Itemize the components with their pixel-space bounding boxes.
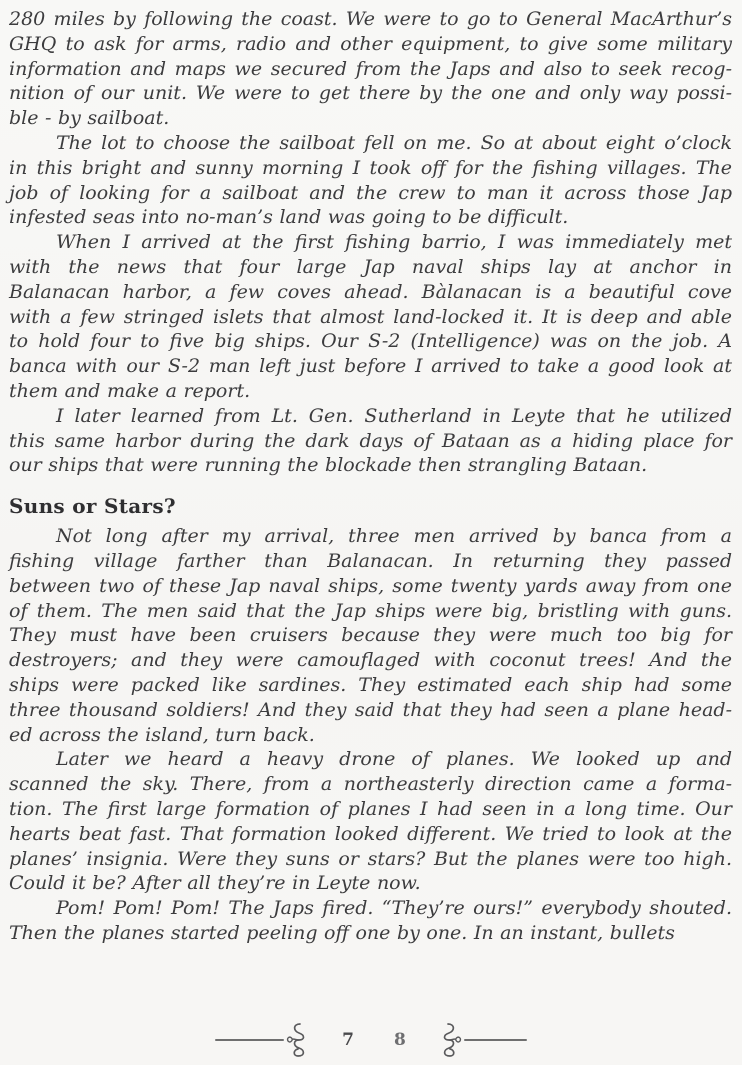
text-line: fishing village farther than Balanacan. In returning they passed: [9, 549, 732, 572]
text-line: with a few stringed islets that almost land-locked it. It is deep and able: [9, 305, 732, 328]
text-line: information and maps we secured from the Japs and also to seek recog-: [9, 57, 732, 80]
text-line: of them. The men said that the Jap ships were big, bristling with guns.: [9, 599, 732, 622]
text-line: three thousand soldiers! And they said that they had seen a plane head-: [9, 698, 732, 721]
text-line: between two of these Jap naval ships, some twenty yards away from one: [9, 574, 732, 597]
text-line: infested seas into no-man’s land was going to be difficult.: [9, 206, 569, 229]
text-line: Balanacan harbor, a few coves ahead. Bàlanacan is a beautiful cove: [9, 280, 732, 303]
page-number-digit-right: 8: [394, 1030, 406, 1050]
text-line: this same harbor during the dark days of Bataan as a hiding place for: [9, 429, 732, 452]
text-line: scanned the sky. There, from a northeasterly direction came a forma-: [9, 773, 732, 796]
paragraph: [9, 404, 732, 478]
footer-rule-right: [464, 1039, 527, 1041]
paragraph: [9, 747, 732, 896]
footer-rule-left: [215, 1039, 284, 1041]
text-line: ed across the island, turn back.: [9, 723, 315, 746]
text-line: tion. The first large formation of planes I had seen in a long time. Our: [9, 797, 732, 820]
paragraph: [9, 7, 732, 131]
paragraph: [9, 896, 732, 946]
text-line: When I arrived at the first fishing barrio, I was immediately met: [56, 231, 732, 254]
text-line: with the news that four large Jap naval ships lay at anchor in: [9, 255, 732, 278]
flourish-icon: [286, 1021, 312, 1059]
text-line: ships were packed like sardines. They estimated each ship had some: [9, 673, 732, 696]
text-line: Then the planes started peeling off one by one. In an instant, bullets: [9, 921, 675, 944]
paragraph: [9, 524, 732, 747]
page-number-digit-left: 7: [342, 1030, 354, 1050]
text-line: them and make a report.: [9, 379, 251, 402]
text-line: destroyers; and they were camouflaged with coconut trees! And the: [9, 649, 732, 672]
text-line: job of looking for a sailboat and the crew to man it across those Jap: [9, 181, 732, 204]
text-line: GHQ to ask for arms, radio and other equipment, to give some military: [9, 32, 732, 55]
text-line: planes’ insignia. Were they suns or stars? But the planes were too high.: [9, 847, 732, 870]
text-line: They must have been cruisers because they were much too big for: [9, 624, 732, 647]
text-line: our ships that were running the blockade then strangling Bataan.: [9, 454, 648, 477]
text-line: nition of our unit. We were to get there by the one and only way possi-: [9, 82, 732, 105]
text-line: banca with our S-2 man left just before I arrived to take a good look at: [9, 355, 732, 378]
paragraph: [9, 131, 732, 230]
text-line: Pom! Pom! Pom! The Japs fired. “They’re ours!” everybody shouted.: [56, 897, 732, 920]
text-line: Not long after my arrival, three men arrived by banca from a: [56, 525, 732, 548]
text-line: hearts beat fast. That formation looked different. We tried to look at the: [9, 822, 732, 845]
text-line: Could it be? After all they’re in Leyte now.: [9, 872, 421, 895]
flourish-icon: [436, 1021, 462, 1059]
text-line: The lot to choose the sailboat fell on me. So at about eight o’clock: [56, 131, 732, 154]
text-line: to hold four to five big ships. Our S-2 (Intelligence) was on the job. A: [9, 330, 732, 353]
text-line: I later learned from Lt. Gen. Sutherland in Leyte that he utilized: [56, 404, 732, 427]
text-line: in this bright and sunny morning I took off for the fishing villages. The: [9, 156, 732, 179]
text-line: 280 miles by following the coast. We were to go to General MacArthur’s: [9, 8, 732, 30]
paragraph: [9, 230, 732, 404]
section-heading: Suns or Stars?: [9, 494, 176, 519]
text-line: ble - by sailboat.: [9, 107, 170, 130]
text-line: Later we heard a heavy drone of planes. We looked up and: [56, 748, 732, 771]
page-footer: [0, 1020, 742, 1060]
